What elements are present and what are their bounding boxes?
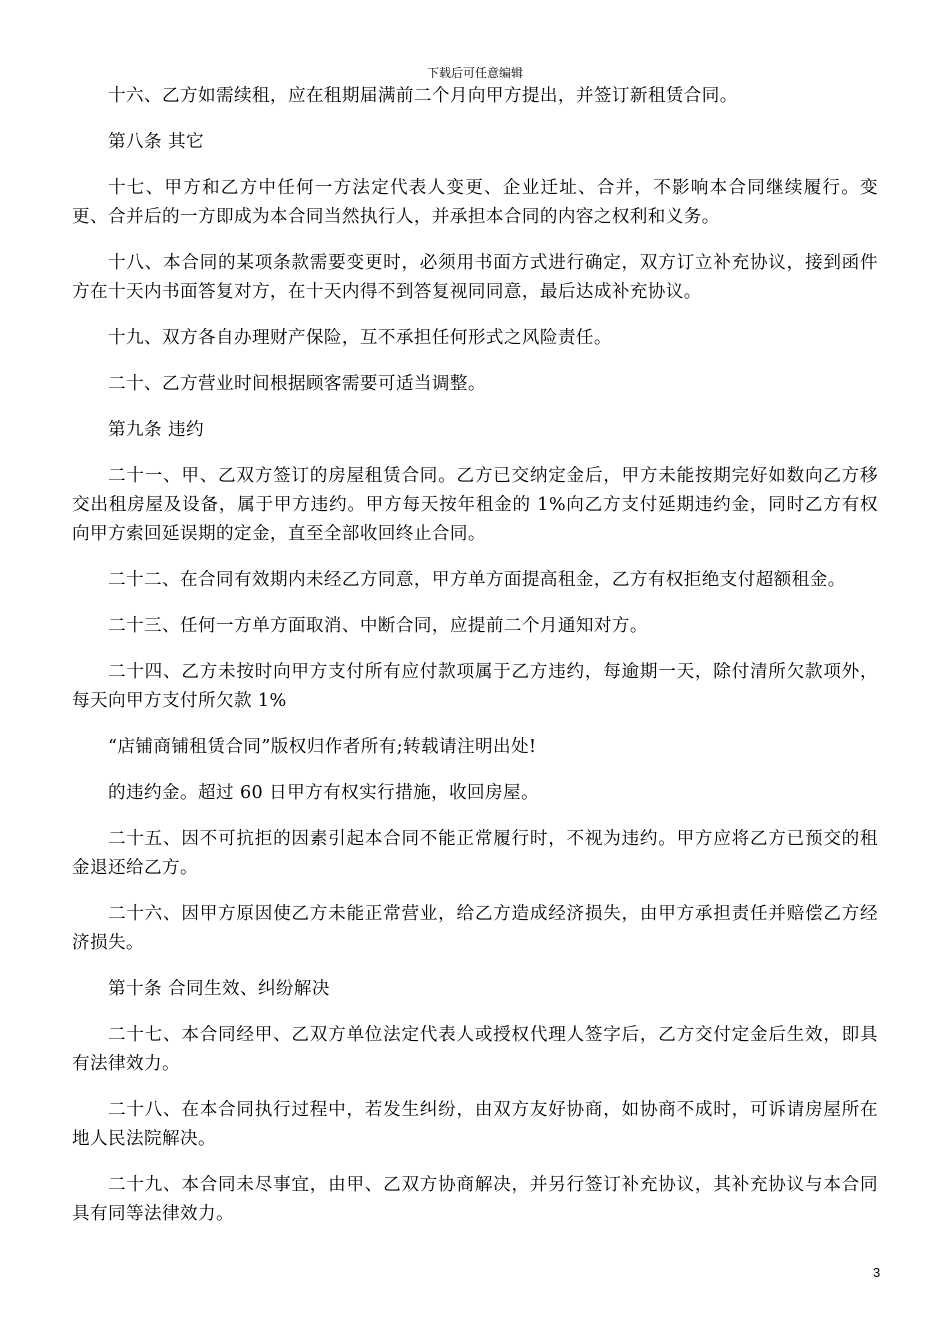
article-10-heading: 第十条 合同生效、纠纷解决 [108, 979, 330, 999]
clause-20: 二十、乙方营业时间根据顾客需要可适当调整。 [108, 374, 486, 394]
clause-24: 二十四、乙方未按时向甲方支付所有应付款项属于乙方违约，每逾期一天，除付清所欠款项外，每天向甲方支付所欠款 1% [72, 662, 878, 711]
clause-23: 二十三、任何一方单方面取消、中断合同，应提前二个月通知对方。 [108, 616, 648, 636]
clause-25: 二十五、因不可抗拒的因素引起本合同不能正常履行时，不视为违约。甲方应将乙方已预交的租金退还给乙方。 [72, 829, 878, 878]
article-9-heading: 第九条 违约 [108, 420, 204, 440]
copyright-notice: “店铺商铺租赁合同”版权归作者所有;转载请注明出处! [108, 737, 537, 757]
clause-28: 二十八、在本合同执行过程中，若发生纠纷，由双方友好协商，如协商不成时，可诉请房屋所在地人民法院解决。 [72, 1100, 878, 1149]
article-8-heading: 第八条 其它 [108, 132, 204, 152]
clause-29: 二十九、本合同未尽事宜，由甲、乙双方协商解决，并另行签订补充协议，其补充协议与本合同具有同等法律效力。 [72, 1175, 878, 1224]
clause-21: 二十一、甲、乙双方签订的房屋租赁合同。乙方已交纳定金后，甲方未能按期完好如数向乙方移交出租房屋及设备，属于甲方违约。甲方每天按年租金的 1%向乙方支付延期违约金，同时乙方有权向甲方索回延误期的定金，直至全部收回终止合同。 [72, 466, 878, 544]
clause-27: 二十七、本合同经甲、乙双方单位法定代表人或授权代理人签字后，乙方交付定金后生效，即具有法律效力。 [72, 1025, 878, 1074]
document-body [72, 82, 878, 1246]
header-note: 下载后可任意编辑 [426, 66, 523, 80]
clause-18: 十八、本合同的某项条款需要变更时，必须用书面方式进行确定，双方订立补充协议，接到函件方在十天内书面答复对方，在十天内得不到答复视同同意，最后达成补充协议。 [72, 253, 878, 302]
clause-22: 二十二、在合同有效期内未经乙方同意，甲方单方面提高租金，乙方有权拒绝支付超额租金。 [108, 570, 846, 590]
clause-24-continued: 的违约金。超过 60 日甲方有权实行措施，收回房屋。 [108, 783, 540, 803]
clause-19: 十九、双方各自办理财产保险，互不承担任何形式之风险责任。 [108, 328, 612, 348]
clause-16: 十六、乙方如需续租，应在租期届满前二个月向甲方提出，并签订新租赁合同。 [108, 86, 738, 106]
clause-26: 二十六、因甲方原因使乙方未能正常营业，给乙方造成经济损失，由甲方承担责任并赔偿乙方经济损失。 [72, 904, 878, 953]
clause-17: 十七、甲方和乙方中任何一方法定代表人变更、企业迁址、合并，不影响本合同继续履行。变更、合并后的一方即成为本合同当然执行人，并承担本合同的内容之权利和义务。 [72, 178, 878, 227]
page-number: 3 [873, 1265, 881, 1280]
